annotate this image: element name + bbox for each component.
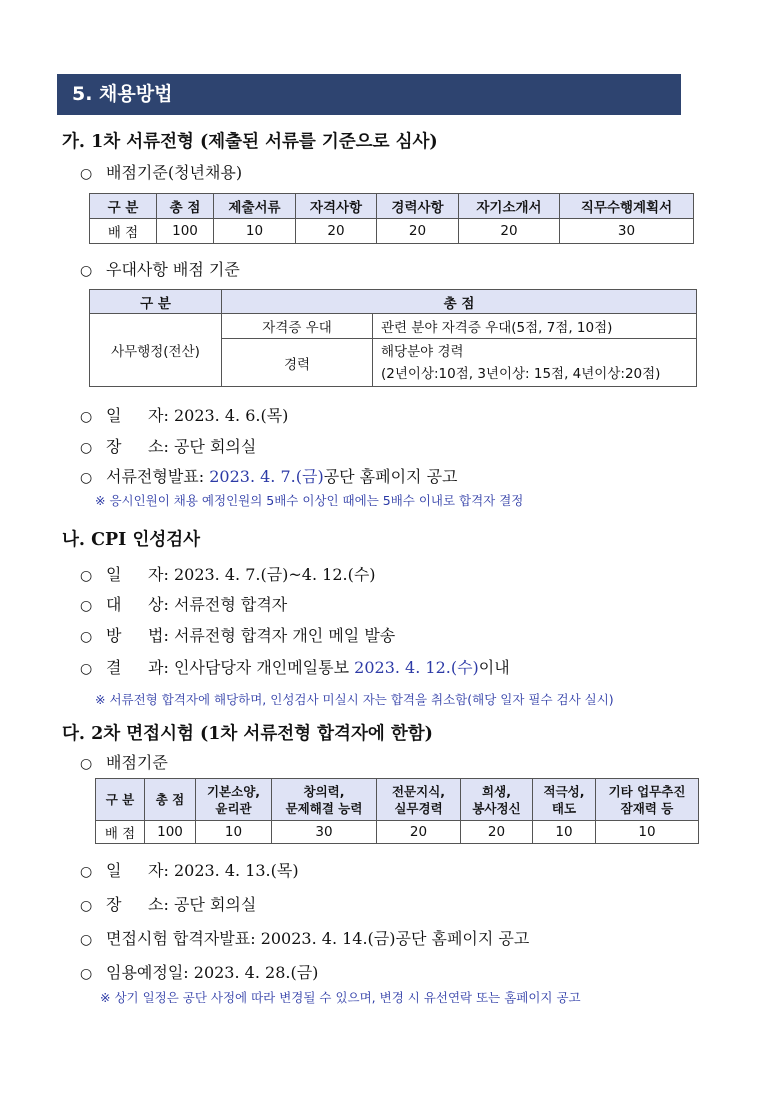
b-method: ○ 방 법: 서류전형 합격자 개인 메일 발송: [80, 626, 396, 645]
c-hire: ○ 임용예정일: 2023. 4. 28.(금): [80, 963, 319, 982]
a-note: ※ 응시인원이 채용 예정인원의 5배수 이상인 때에는 5배수 이내로 합격자 결정: [95, 493, 524, 508]
category-cell: 사무행정(전산): [90, 314, 222, 387]
cell: 20: [377, 219, 459, 244]
section-c-heading: 다. 2차 면접시험 (1차 서류전형 합격자에 한함): [62, 724, 433, 744]
cell: 20: [459, 219, 560, 244]
cell: 20: [377, 821, 461, 844]
pref-table: [89, 289, 697, 387]
header-cell: 창의력, 문제해결 능력: [272, 779, 377, 821]
cell: 관련 분야 자격증 우대(5점, 7점, 10점): [373, 314, 697, 339]
pref-label: ○ 우대사항 배점 기준: [80, 260, 240, 279]
b-date: ○ 일 자: 2023. 4. 7.(금)~4. 12.(수): [80, 565, 376, 584]
cell: 30: [560, 219, 694, 244]
cell: 배 점: [96, 821, 145, 844]
header-cell: 기본소양, 윤리관: [196, 779, 272, 821]
cell: 100: [145, 821, 196, 844]
header-cell: 총 점: [145, 779, 196, 821]
section-title: 5. 채용방법: [57, 74, 681, 115]
cell: 경력: [222, 339, 373, 387]
section-a-heading: 가. 1차 서류전형 (제출된 서류를 기준으로 심사): [62, 132, 438, 152]
b-result: ○ 결 과: 인사담당자 개인메일통보 2023. 4. 12.(수)이내: [80, 658, 510, 677]
cell: 10: [533, 821, 596, 844]
score-label-a: ○ 배점기준(청년채용): [80, 163, 243, 182]
a-date: ○ 일 자: 2023. 4. 6.(목): [80, 406, 289, 425]
b-note: ※ 서류전형 합격자에 해당하며, 인성검사 미실시 자는 합격을 취소함(해당 일자 필수 검사 실시): [95, 692, 614, 707]
header-cell: 자기소개서: [459, 194, 560, 219]
c-date: ○ 일 자: 2023. 4. 13.(목): [80, 861, 299, 880]
header-cell: 자격사항: [296, 194, 377, 219]
header-cell: 희생, 봉사정신: [461, 779, 533, 821]
header-cell: 구 분: [96, 779, 145, 821]
header-cell: 총 점: [157, 194, 214, 219]
score-table-a: [89, 193, 694, 244]
cell: 30: [272, 821, 377, 844]
a-announce: ○ 서류전형발표: 2023. 4. 7.(금)공단 홈페이지 공고: [80, 467, 458, 486]
c-place: ○ 장 소: 공단 회의실: [80, 895, 257, 914]
header-cell: 전문지식, 실무경력: [377, 779, 461, 821]
header-cell: 기타 업무추진 잠재력 등: [596, 779, 699, 821]
cell: 10: [214, 219, 296, 244]
cell: 자격증 우대: [222, 314, 373, 339]
cell: 10: [596, 821, 699, 844]
cell: 20: [461, 821, 533, 844]
cell: 10: [196, 821, 272, 844]
a-place: ○ 장 소: 공단 회의실: [80, 437, 257, 456]
cell: 20: [296, 219, 377, 244]
header-cell: 직무수행계획서: [560, 194, 694, 219]
c-announce: ○ 면접시험 합격자발표: 20023. 4. 14.(금)공단 홈페이지 공고: [80, 929, 530, 948]
header-cell: 구 분: [90, 194, 157, 219]
cell: 100: [157, 219, 214, 244]
c-note: ※ 상기 일정은 공단 사정에 따라 변경될 수 있으며, 변경 시 유선연락 또는 홈페이지 공고: [100, 990, 581, 1005]
section-b-heading: 나. CPI 인성검사: [62, 530, 201, 550]
score-label-c: ○ 배점기준: [80, 753, 168, 772]
header-cell: 경력사항: [377, 194, 459, 219]
header-cell: 적극성, 태도: [533, 779, 596, 821]
b-target: ○ 대 상: 서류전형 합격자: [80, 595, 288, 614]
header-cell: 제출서류: [214, 194, 296, 219]
score-table-c: [95, 778, 699, 844]
cell: 배 점: [90, 219, 157, 244]
cell: 해당분야 경력 (2년이상:10점, 3년이상: 15점, 4년이상:20점): [373, 339, 697, 387]
header-cell: 총 점: [222, 290, 697, 314]
header-cell: 구 분: [90, 290, 222, 314]
